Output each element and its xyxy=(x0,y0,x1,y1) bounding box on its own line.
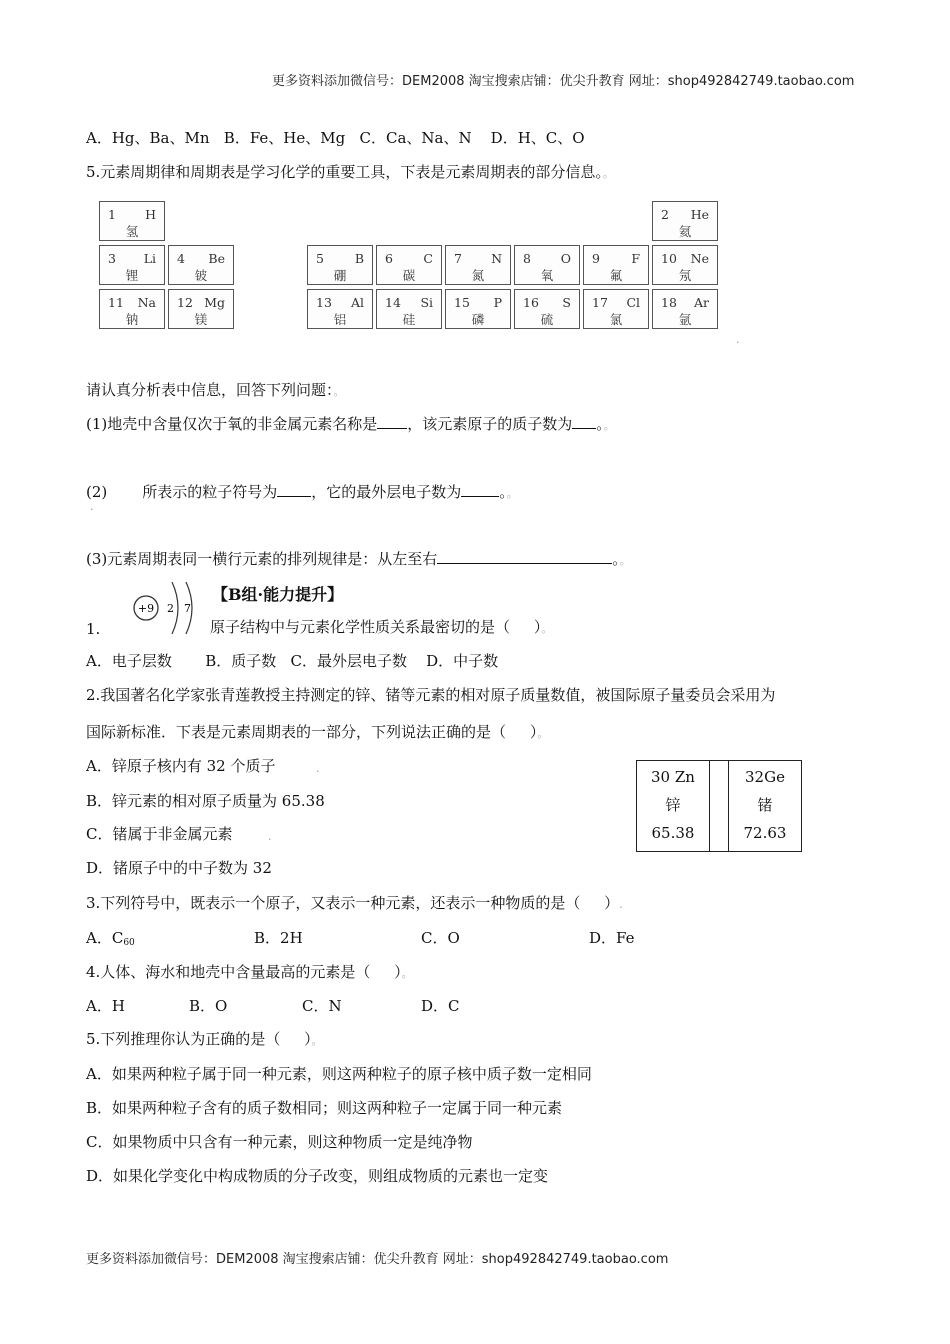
pt-cell-f: 9 F 氟 xyxy=(583,245,649,285)
q5-stem: 5.元素周期律和周期表是学习化学的重要工具，下表是元素周期表的部分信息。。 xyxy=(86,163,614,181)
b-q1-number: 1. xyxy=(86,620,101,638)
zn-cell xyxy=(637,761,710,852)
answer-blank[interactable] xyxy=(572,413,596,429)
b-q1-options: A．电子层数 B．质子数 C．最外层电子数 D．中子数 xyxy=(86,652,499,670)
b-q5-option-b: B．如果两种粒子含有的质子数相同；则这两种粒子一定属于同一种元素 xyxy=(86,1099,563,1117)
ge-name: 锗 xyxy=(757,796,773,814)
pt-cell-be: 4 Be 铍 xyxy=(168,245,234,285)
b-q3-option-b: B．2H xyxy=(254,929,303,947)
q4-options: A．Hg、Ba、Mn B．Fe、He、Mg C．Ca、Na、N D．H、C、O xyxy=(86,129,585,147)
pt-cell-he: 2 He 氦 xyxy=(652,201,718,241)
page-header: 更多资料添加微信号：DEM2008 淘宝搜索店铺：优尖升教育 网址：shop492842749.taobao.com xyxy=(272,74,855,89)
b-q2-line1: 2.我国著名化学家张青莲教授主持测定的锌、锗等元素的相对原子质量数值，被国际原子量委员会采用为 xyxy=(86,686,776,704)
b-q5-stem: 5.下列推理你认为正确的是（ ）。 xyxy=(86,1030,323,1048)
answer-blank[interactable] xyxy=(377,413,407,429)
table-gap xyxy=(710,761,729,852)
scan-dot: . xyxy=(316,762,320,775)
b-q5-option-c: C．如果物质中只含有一种元素，则这种物质一定是纯净物 xyxy=(86,1133,473,1151)
pt-cell-c: 6 C 碳 xyxy=(376,245,442,285)
pt-cell-mg: 12 Mg 镁 xyxy=(168,289,234,329)
b-q4-option-d: D．C xyxy=(421,997,460,1015)
b-q3-option-a: A．$C_{60}$ xyxy=(86,929,135,948)
pt-cell-h: 1 H 氢 xyxy=(99,201,165,241)
pt-cell-li: 3 Li 锂 xyxy=(99,245,165,285)
b-q2-option-a: A．锌原子核内有 32 个质子 xyxy=(86,757,276,775)
q5-part2: (2) 所表示的粒子符号为 ，它的最外层电子数为 。。 xyxy=(86,483,518,501)
ge-cell xyxy=(729,761,802,852)
pt-cell-al: 13 Al 铝 xyxy=(307,289,373,329)
q5-instruction: 请认真分析表中信息，回答下列问题：。 xyxy=(86,381,345,399)
zn-number-symbol: 30 Zn xyxy=(651,768,695,786)
b-q3-option-d: D．Fe xyxy=(589,929,635,947)
b-q2-option-c: C．锗属于非金属元素 xyxy=(86,825,233,843)
answer-blank[interactable] xyxy=(461,481,499,497)
zn-ge-table xyxy=(636,760,802,852)
b-q5-option-a: A．如果两种粒子属于同一种元素，则这两种粒子的原子核中质子数一定相同 xyxy=(86,1065,592,1083)
b-q2-option-d: D．锗原子中的中子数为 32 xyxy=(86,859,272,877)
scan-dot: . xyxy=(268,830,272,843)
pt-cell-ar: 18 Ar 氩 xyxy=(652,289,718,329)
pt-cell-si: 14 Si 硅 xyxy=(376,289,442,329)
b-q1-stem: 原子结构中与元素化学性质关系最密切的是（ ）。 xyxy=(210,618,553,636)
b-q4-stem: 4.人体、海水和地壳中含量最高的元素是（ ）。 xyxy=(86,963,413,981)
scan-dot: · xyxy=(736,336,740,349)
b-q4-option-a: A．H xyxy=(86,997,125,1015)
ge-number-symbol: 32Ge xyxy=(745,768,785,786)
answer-blank[interactable] xyxy=(277,481,311,497)
b-q4-option-c: C．N xyxy=(302,997,342,1015)
shell1-electrons: 2 xyxy=(167,602,174,615)
shell2-electrons: 7 xyxy=(184,602,191,615)
pt-cell-b: 5 B 硼 xyxy=(307,245,373,285)
pt-cell-ne: 10 Ne 氖 xyxy=(652,245,718,285)
scan-dot: · xyxy=(90,503,94,516)
pt-cell-s: 16 S 硫 xyxy=(514,289,580,329)
pt-cell-na: 11 Na 钠 xyxy=(99,289,165,329)
pt-cell-cl: 17 Cl 氯 xyxy=(583,289,649,329)
b-q3-option-c: C．O xyxy=(421,929,460,947)
pt-cell-p: 15 P 磷 xyxy=(445,289,511,329)
answer-blank[interactable] xyxy=(437,548,612,564)
section-b-title: 【B组·能力提升】 xyxy=(212,585,344,604)
nucleus-charge: +9 xyxy=(137,602,155,615)
pt-cell-n: 7 N 氮 xyxy=(445,245,511,285)
page-footer: 更多资料添加微信号：DEM2008 淘宝搜索店铺：优尖升教育 网址：shop492842749.taobao.com xyxy=(86,1252,669,1267)
ge-mass: 72.63 xyxy=(743,824,787,842)
b-q2-line2: 国际新标准．下表是元素周期表的一部分，下列说法正确的是（ ）。 xyxy=(86,723,549,741)
b-q2-option-b: B．锌元素的相对原子质量为 65.38 xyxy=(86,792,325,810)
periodic-table xyxy=(99,201,725,335)
b-q3-stem: 3.下列符号中，既表示一个原子，又表示一种元素，还表示一种物质的是（ ）. xyxy=(86,894,623,912)
b-q4-option-b: B．O xyxy=(189,997,228,1015)
q5-part3: (3)元素周期表同一横行元素的排列规律是：从左至右 。。 xyxy=(86,550,631,568)
q5-part1: (1)地壳中含量仅次于氧的非金属元素名称是 ，该元素原子的质子数为 。。 xyxy=(86,415,615,433)
zn-name: 锌 xyxy=(665,796,681,814)
pt-cell-o: 8 O 氧 xyxy=(514,245,580,285)
zn-mass: 65.38 xyxy=(651,824,695,842)
atom-structure-diagram xyxy=(128,576,200,638)
b-q5-option-d: D．如果化学变化中构成物质的分子改变，则组成物质的元素也一定变 xyxy=(86,1167,549,1185)
